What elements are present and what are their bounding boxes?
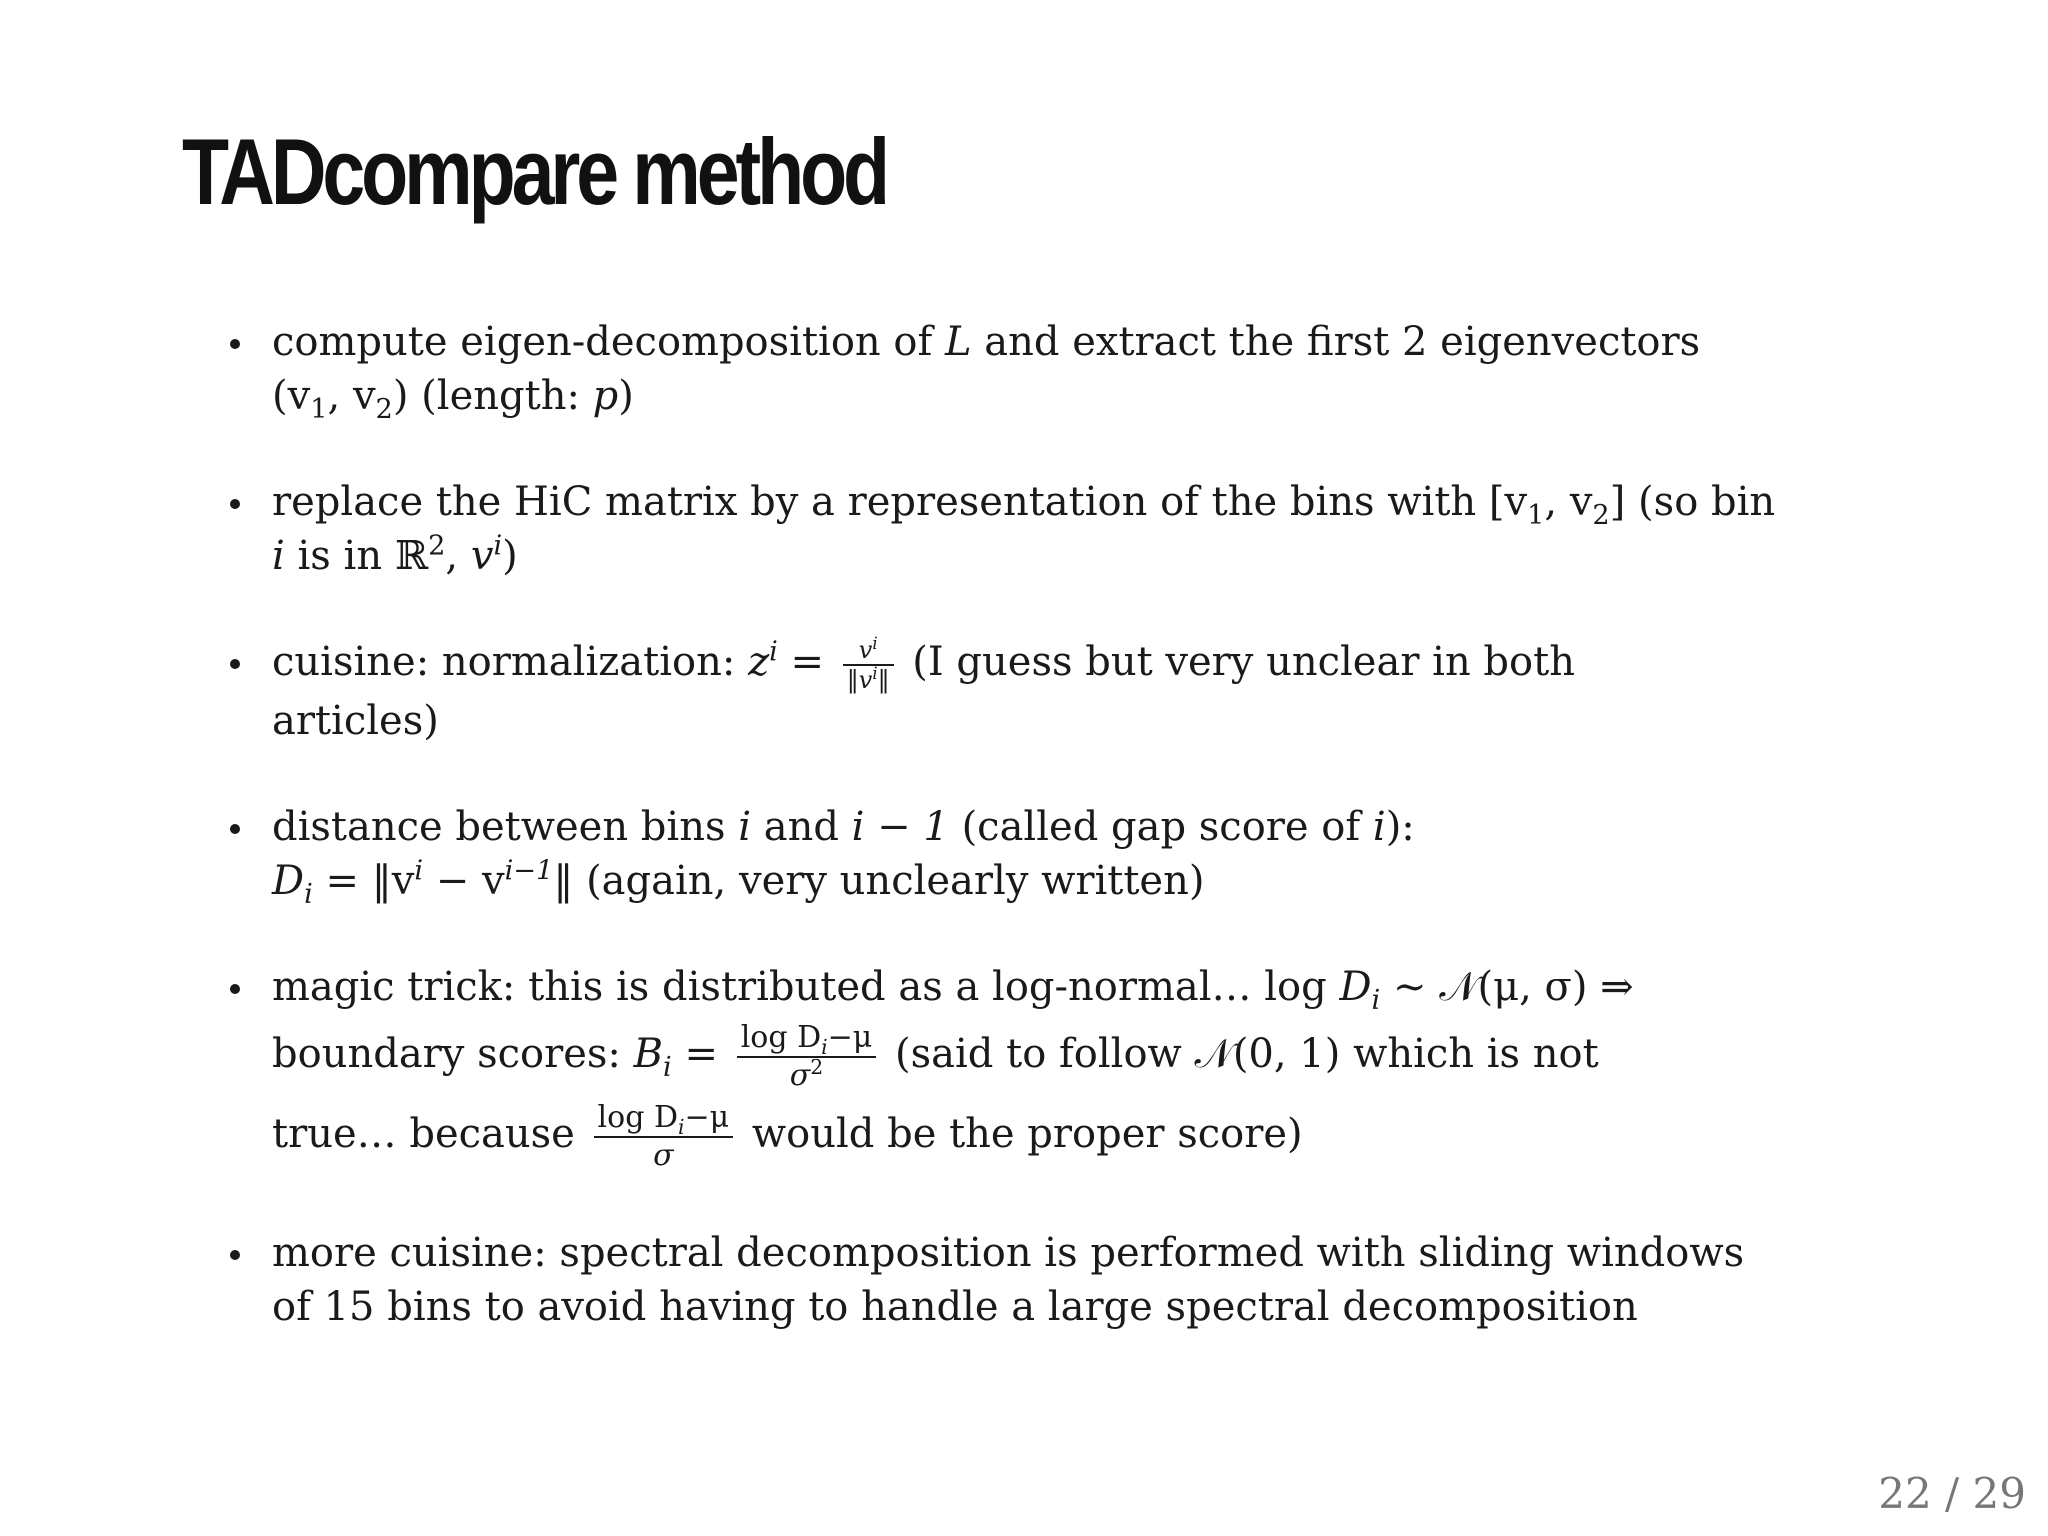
bullet-gap-score: distance between bins i and i − 1 (called gap score of i): $D_i$ = $‖v^i$ − $v^{i-1}‖$ (again, very unclearly written) (272, 800, 1882, 908)
bullet-sliding-windows: more cuisine: spectral decomposition is performed with sliding windows of 15 bins to avoid having to handle a large spectral decomposition (272, 1226, 1882, 1334)
proper-score-fraction: $\frac{\log D_i-\mu}{\sigma}$ (594, 1100, 734, 1174)
slide-title: TADcompare method (182, 119, 887, 224)
normalization-fraction: $\frac{v^i}{‖v^i‖}$ (843, 636, 894, 694)
bullet-list (272, 315, 1882, 1386)
bullet-replace-matrix: replace the HiC matrix by a representation of the bins with [$v_1$, $v_2$] (so bin i is in ℝ$^2$, $v^i$) (272, 475, 1882, 583)
bullet-eigen-decomposition: compute eigen-decomposition of L and extract the first 2 eigenvectors ($v_1$, $v_2$) (length: p) (272, 315, 1882, 423)
bullet-magic-trick: magic trick: this is distributed as a log-normal… $\log D_i$ ∼ 𝒩(μ, σ) ⇒ boundary scores: $B_i$ = $\frac{\log D_i-\mu}{\sigma^2}$ (said to follow 𝒩(0, 1) which is not true… because $\frac{\log D_i-\mu}{\sigma}$ would be the proper score) (272, 960, 1882, 1174)
page-number: 22 / 29 (1878, 1469, 2026, 1518)
bullet-normalization: cuisine: normalization: $z^i$ = $\frac{v^i}{‖v^i‖}$ (I guess but very unclear in both articles) (272, 635, 1882, 748)
boundary-score-fraction: $\frac{\log D_i-\mu}{\sigma^2}$ (737, 1020, 877, 1094)
